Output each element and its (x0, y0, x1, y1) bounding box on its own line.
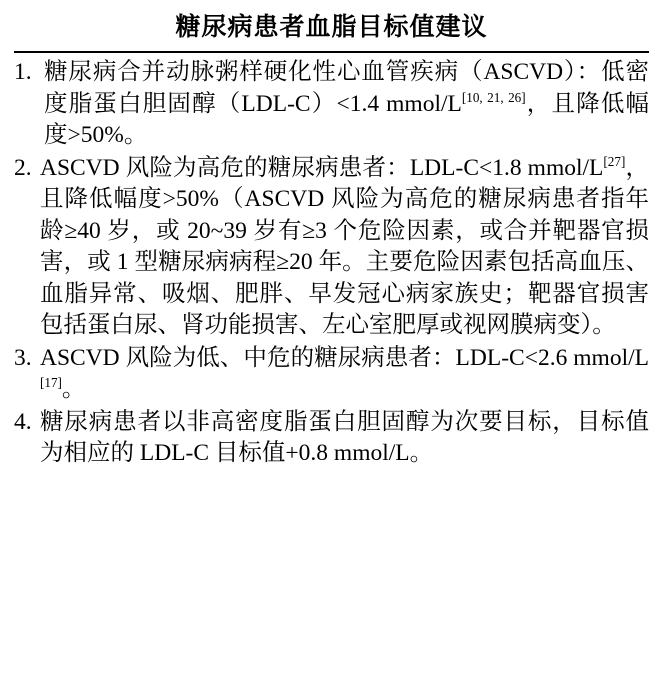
list-item (14, 407, 649, 470)
page-title: 糖尿病患者血脂目标值建议 (175, 14, 488, 41)
list-item-text-part-2: ，且降低幅度>50%。 (44, 90, 650, 149)
list-item-number: 1. (14, 59, 32, 86)
list-item-text (40, 153, 649, 342)
citation-ref: [27] (603, 153, 626, 169)
list-item-number: 4. (14, 408, 32, 435)
title-block (14, 6, 649, 53)
list-item (14, 343, 649, 406)
list-item (14, 153, 649, 342)
list-item-text-part-1: ASCVD 风险为低、中危的糖尿病患者：LDL-C<2.6 mmol/L (40, 344, 649, 371)
recommendations-list (14, 53, 649, 469)
list-item-number: 2. (14, 154, 32, 181)
list-item-text (40, 407, 649, 470)
list-item-text-part-1: 糖尿病合并动脉粥样硬化性心血管疾病（ASCVD）：低密度脂蛋白胆固醇（LDL-C）<1.4 mmol/L (44, 59, 649, 117)
list-item-text (44, 57, 649, 151)
list-item-text (40, 343, 649, 406)
list-item-text-part-1: ASCVD 风险为高危的糖尿病患者：LDL-C<1.8 mmol/L (40, 154, 604, 181)
list-item-text-part-2: 。 (61, 376, 86, 403)
list-item-text-part-1: 糖尿病患者以非高密度脂蛋白胆固醇为次要目标，目标值为相应的 LDL-C 目标值+0.8 mmol/L。 (40, 408, 649, 467)
citation-ref: [10, 21, 26] (461, 89, 526, 105)
list-item-number: 3. (14, 344, 32, 371)
citation-ref: [17] (40, 375, 62, 391)
list-item-text-part-2: ，且降低幅度>50%（ASCVD 风险为高危的糖尿病患者指年龄≥40 岁，或 20~39 岁有≥3 个危险因素，或合并靶器官损害，或 1 型糖尿病病程≥20 年。主要危险因素包括高血压、血脂异常、吸烟、肥胖、早发冠心病家族史；靶器官损害包括蛋白尿、肾功能损害、左心室肥厚或视网膜病变）。 (40, 154, 650, 339)
list-item (14, 57, 649, 151)
